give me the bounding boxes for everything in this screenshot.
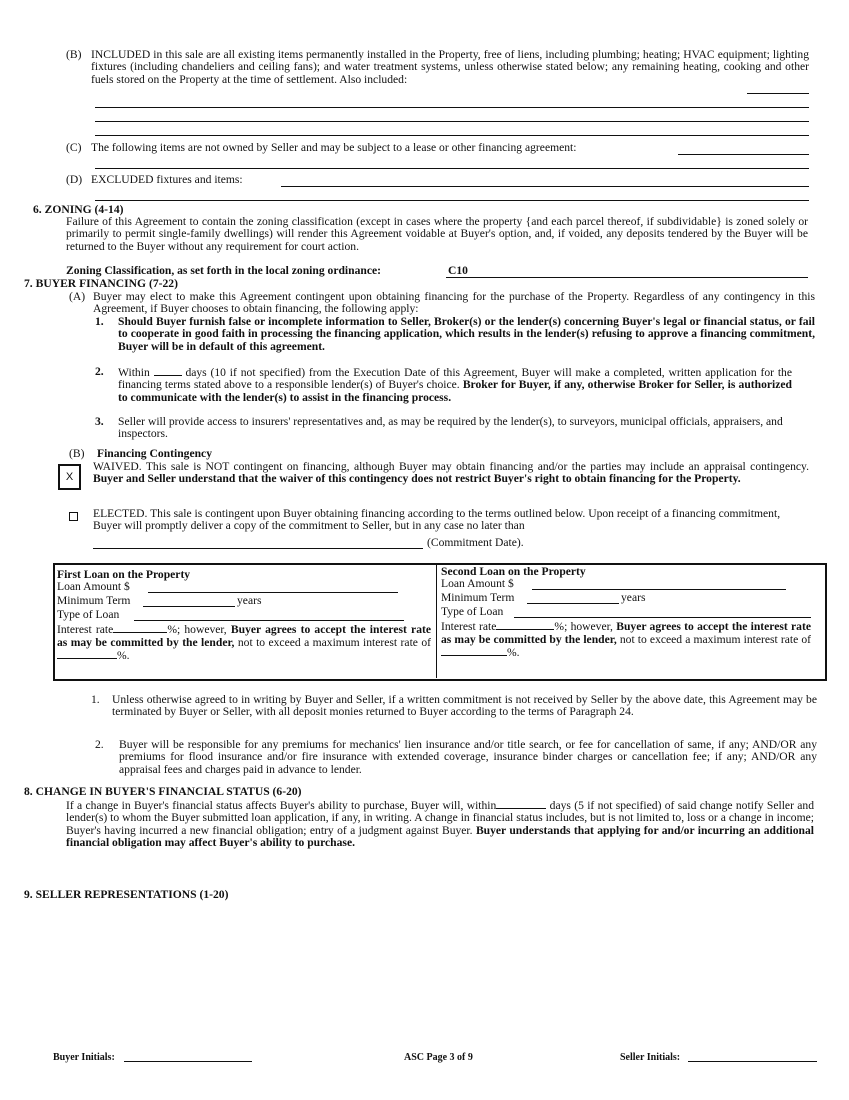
second-loan-title: Second Loan on the Property — [441, 565, 586, 578]
financing-heading: 7. BUYER FINANCING (7-22) — [24, 277, 178, 290]
first-loan-term-field[interactable] — [143, 606, 235, 607]
first-loan-max-rate-field[interactable] — [57, 649, 117, 659]
also-included-line-4[interactable] — [95, 135, 809, 136]
second-loan-cell — [441, 566, 811, 660]
second-loan-term-field[interactable] — [527, 603, 619, 604]
seller-initials-label: Seller Initials: — [620, 1052, 681, 1063]
financing-item3-num: 3. — [95, 415, 104, 428]
waived-text: WAIVED. This sale is NOT contingent on financing, although Buyer may obtain financing and/or the parties may include an appraisal contingency. Buyer and Seller understand that the waiver of this contingency does not restrict Buyer's right to obtain financing for the Property. — [93, 460, 809, 486]
change-notice-days-field[interactable] — [496, 799, 546, 809]
zoning-classification-field[interactable]: C10 — [446, 265, 808, 278]
seller-initials-field[interactable] — [688, 1061, 817, 1062]
excluded-items-line-2[interactable] — [95, 200, 809, 201]
financing-a-text: Buyer may elect to make this Agreement contingent upon obtaining financing for the purchase of the Property. Regardless of any contingency in this Agreement, if Buyer chooses to obtain financing, the following apply: — [93, 290, 815, 316]
also-included-line-3[interactable] — [95, 121, 809, 122]
second-loan-type-field[interactable] — [514, 617, 811, 618]
also-included-field[interactable] — [747, 93, 809, 94]
financing-item1-num: 1. — [95, 315, 104, 328]
first-loan-cell — [57, 569, 431, 663]
financing-b-label: (B) — [69, 447, 85, 460]
first-loan-term-label: Minimum Term — [57, 594, 131, 608]
excluded-items-field[interactable] — [281, 186, 809, 187]
elected-text: ELECTED. This sale is contingent upon Buyer obtaining financing according to the terms outlined below. Upon receipt of a financing commitment, Buyer will promptly deliver a copy of the commitment to Seller, but in any case no later than — [93, 507, 781, 533]
financing-item3-text: Seller will provide access to insurers' representatives and, as may be required by the lender(s), to surveyors, municipal officials, appraisers, and inspectors. — [118, 415, 783, 441]
post-loan-num-2: 2. — [95, 738, 104, 751]
second-loan-amount-field[interactable] — [532, 589, 786, 590]
leased-items-field[interactable] — [678, 154, 809, 155]
zoning-heading: 6. ZONING (4-14) — [33, 203, 124, 216]
also-included-line-2[interactable] — [95, 107, 809, 108]
commitment-date-field[interactable] — [93, 548, 423, 549]
zoning-classification-label: Zoning Classification, as set forth in the local zoning ordinance: — [66, 264, 381, 277]
loan-table-divider — [436, 564, 437, 678]
second-loan-max-rate-field[interactable] — [441, 646, 507, 656]
first-loan-amount-label: Loan Amount $ — [57, 580, 130, 594]
leased-items-line-2[interactable] — [95, 168, 809, 169]
financing-a-label: (A) — [69, 290, 86, 303]
d-items-label: (D) — [66, 173, 83, 186]
first-loan-type-field[interactable] — [134, 620, 404, 621]
seller-reps-heading: 9. SELLER REPRESENTATIONS (1-20) — [24, 888, 229, 901]
second-loan-term-label: Minimum Term — [441, 591, 515, 605]
b-items-text: INCLUDED in this sale are all existing items permanently installed in the Property, free of liens, including plumbing; heating; HVAC equipment; lighting fixtures (including chandeliers and ceiling fans); and water treatment systems, unless otherwise stated below; any remaining heating, cooking and other fuels stored on the Property at the time of settlement. Also included: — [91, 48, 809, 86]
second-loan-years-label: years — [621, 591, 646, 605]
first-loan-rate-text: Interest rate %; however, Buyer agrees to accept the interest rate as may be committed by the lender, not to exceed a maximum interest rate of%. — [57, 623, 431, 663]
c-items-label: (C) — [66, 141, 82, 154]
first-loan-type-label: Type of Loan — [57, 608, 120, 622]
buyer-initials-field[interactable] — [124, 1061, 252, 1062]
elected-checkbox[interactable] — [69, 512, 78, 521]
c-items-text: The following items are not owned by Seller and may be subject to a lease or other financing agreement: — [91, 141, 577, 154]
application-days-field[interactable] — [154, 366, 182, 376]
first-loan-amount-field[interactable] — [148, 592, 398, 593]
b-items-label: (B) — [66, 48, 82, 61]
post-loan-num-1: 1. — [91, 693, 100, 706]
second-loan-rate-field[interactable] — [496, 620, 554, 630]
second-loan-amount-label: Loan Amount $ — [441, 577, 514, 591]
post-loan-text-1: Unless otherwise agreed to in writing by Buyer and Seller, if a written commitment is not received by Seller by the above date, this Agreement may be terminated by Buyer or Seller, with all deposit monies returned to Buyer according to the terms of Paragraph 24. — [112, 693, 817, 719]
page-number: ASC Page 3 of 9 — [404, 1052, 473, 1063]
first-loan-title: First Loan on the Property — [57, 568, 191, 581]
buyer-initials-label: Buyer Initials: — [53, 1052, 115, 1063]
first-loan-rate-field[interactable] — [113, 623, 167, 633]
waived-checkbox[interactable]: X — [58, 464, 81, 490]
financing-item2-num: 2. — [95, 365, 104, 378]
second-loan-rate-text: Interest rate %; however, Buyer agrees to accept the interest rate as may be committed by the lender, not to exceed a maximum interest rate of%. — [441, 620, 811, 660]
financing-item2-text: Within days (10 if not specified) from the Execution Date of this Agreement, Buyer will make a completed, written application for the financing terms stated above to a responsible lender(s) of Buyer's choice. Broker for Buyer, if any, otherwise Broker for Seller, is authorized to communicate with the lender(s) to assist in the financing process. — [118, 366, 792, 404]
zoning-text: Failure of this Agreement to contain the zoning classification (except in cases where the property {and each parcel thereof, if subdividable} is zoned solely or primarily to permit single-family dwellings) will render this Agreement voidable at Buyer's option, and, if voided, any deposits tendered by the Buyer will be returned to the Buyer without any requirement for court action. — [66, 215, 808, 253]
change-status-text: If a change in Buyer's financial status affects Buyer's ability to purchase, Buyer will, within days (5 if not specified) of said change notify Seller and lender(s) to whom the Buyer submitted loan application, if any, in writing. A change in financial status includes, but is not limited to, loss or a change in income; Buyer's having incurred a new financial obligation; entry of a judgment against Buyer. Buyer understands that applying for and/or incurring an additional financial obligation may affect Buyer's ability to purchase. — [66, 799, 815, 850]
second-loan-type-label: Type of Loan — [441, 605, 504, 619]
financing-contingency-title: Financing Contingency — [97, 447, 212, 460]
change-status-heading: 8. CHANGE IN BUYER'S FINANCIAL STATUS (6-20) — [24, 785, 302, 798]
first-loan-years-label: years — [237, 594, 262, 608]
post-loan-text-2: Buyer will be responsible for any premiums for mechanics' lien insurance and/or title search, or fee for cancellation of same, if any; AND/OR any premiums for flood insurance and/or fire insurance with extended coverage, insurance binder charges or cancellation fee; if any; AND/OR any appraisal fees and charges paid in advance to lender. — [119, 738, 817, 776]
financing-item1-text: Should Buyer furnish false or incomplete information to Seller, Broker(s) or the lender(s) concerning Buyer's legal or financial status, or fail to cooperate in good faith in processing the financing application, which results in the lender(s) refusing to approve a financing commitment, Buyer will be in default of this agreement. — [118, 315, 815, 353]
commitment-date-label: (Commitment Date). — [427, 536, 524, 549]
d-items-text: EXCLUDED fixtures and items: — [91, 173, 243, 186]
